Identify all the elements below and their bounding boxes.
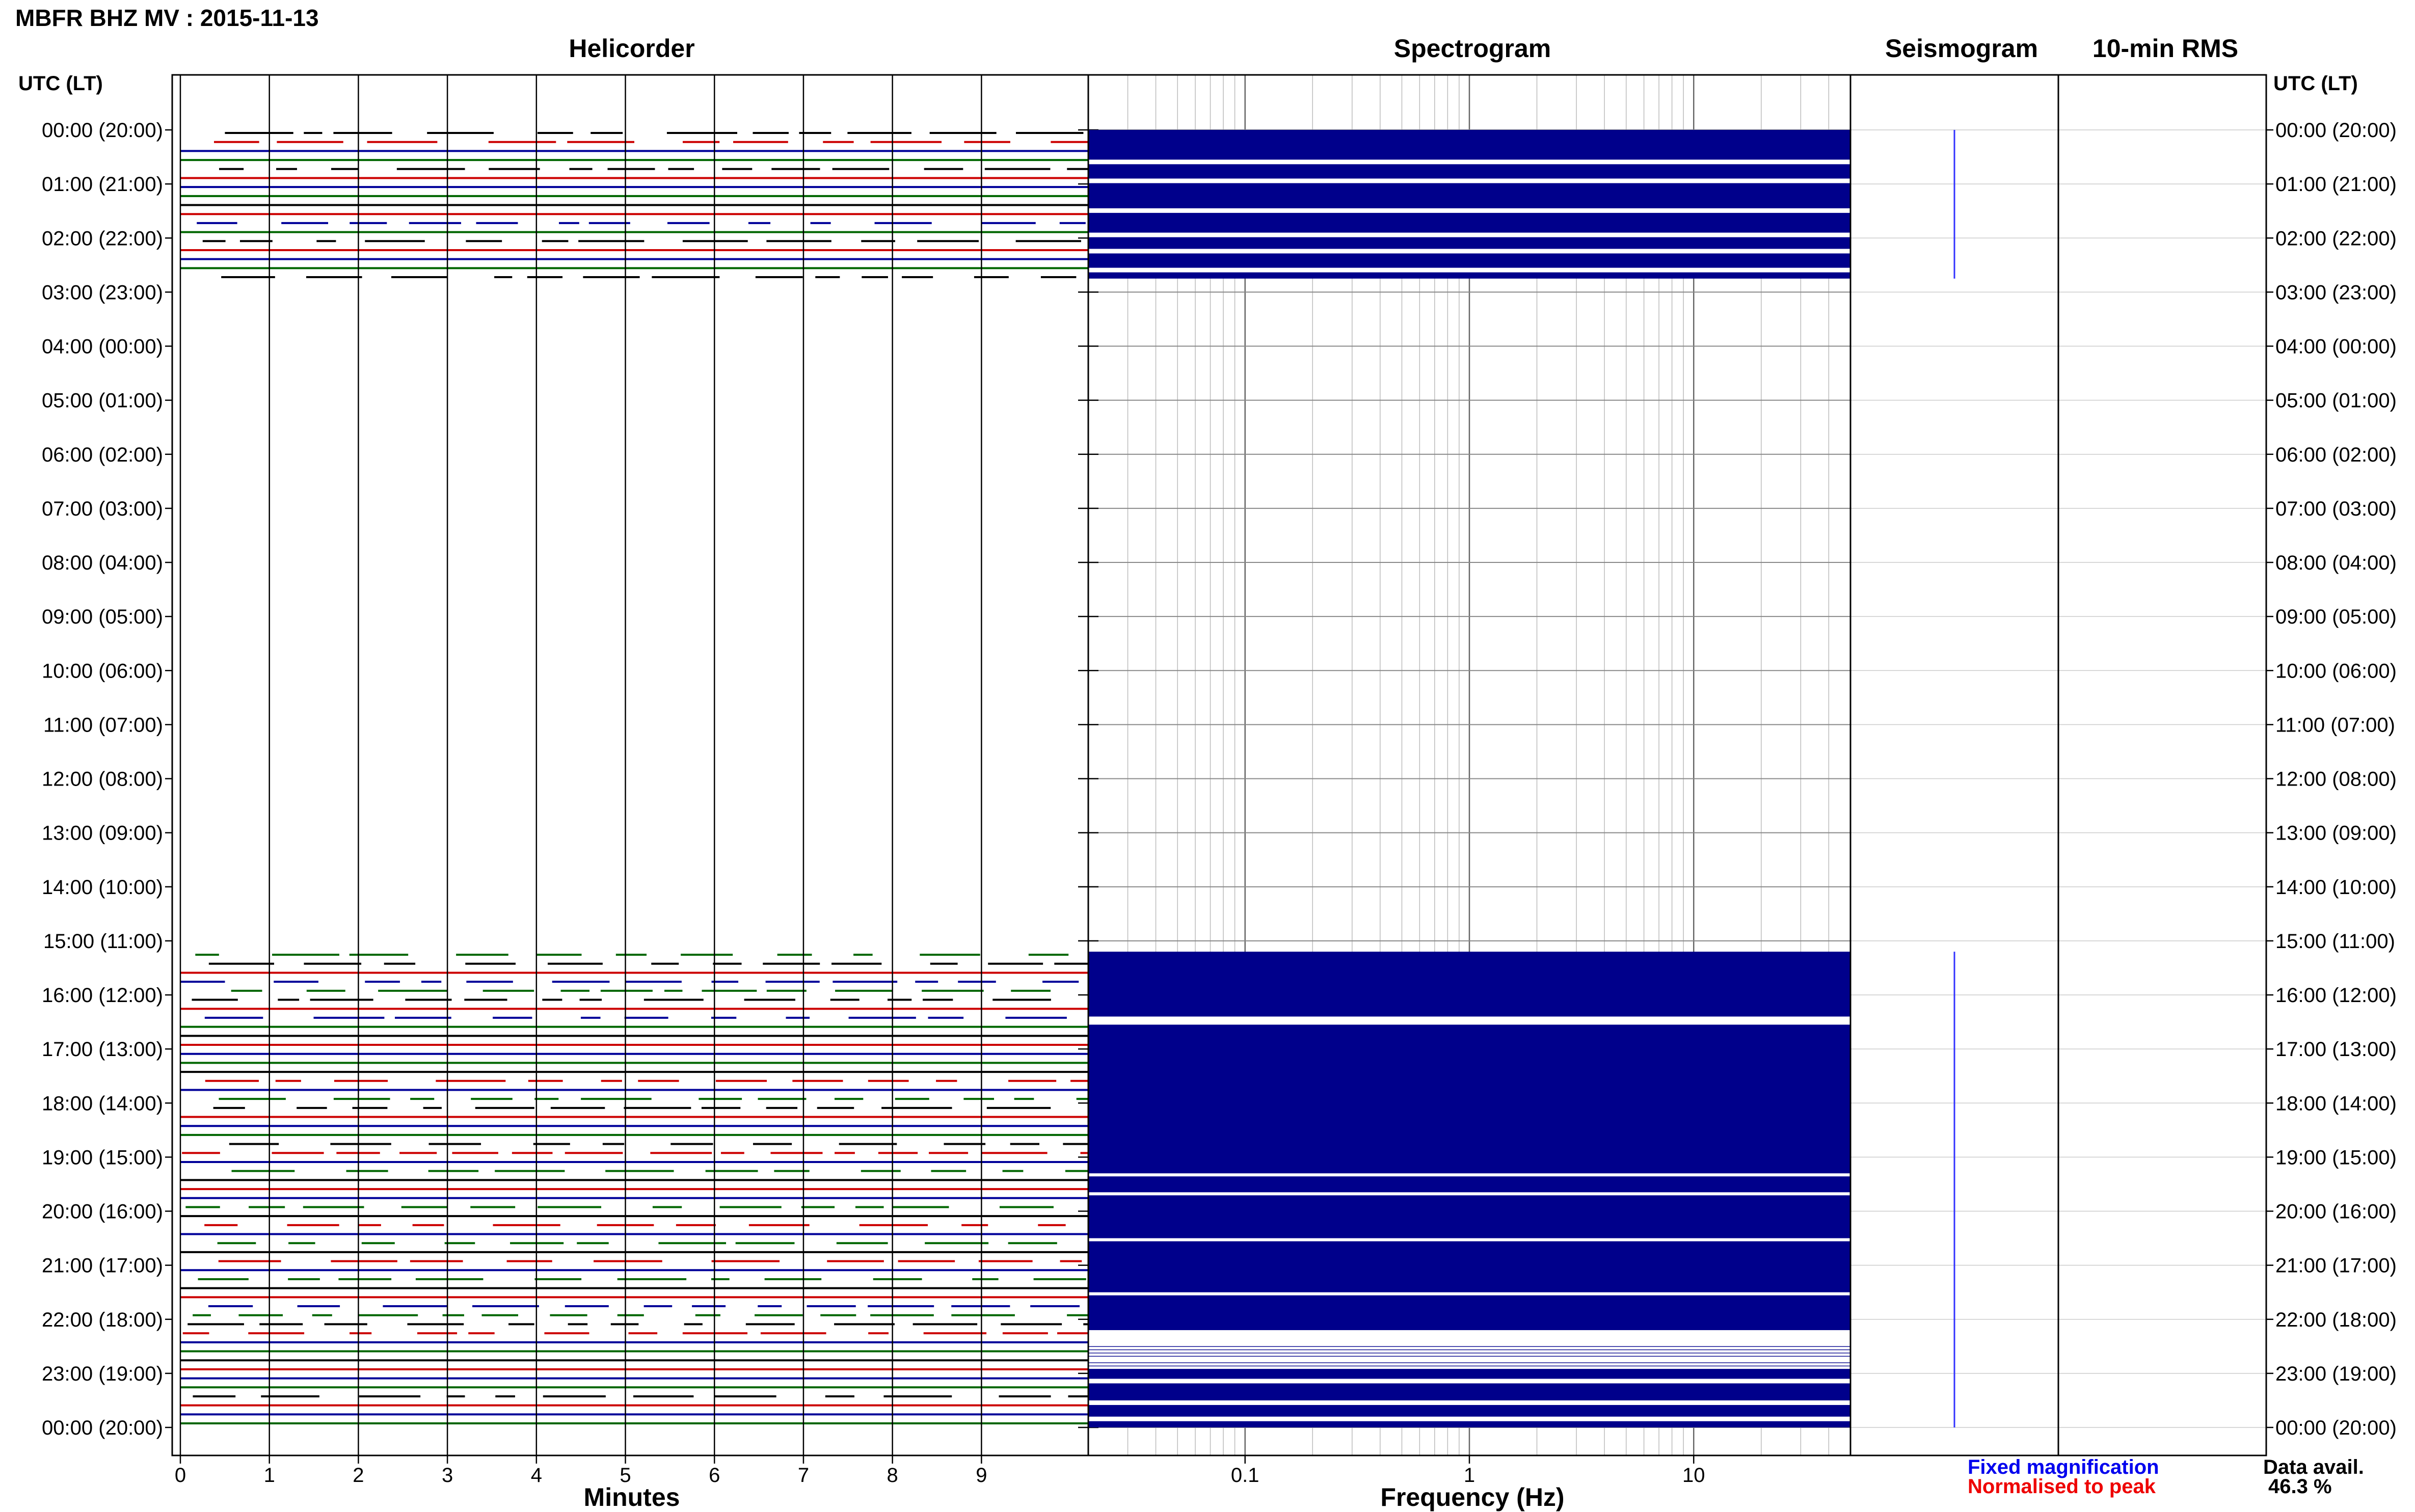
time-label-left: 00:00 (20:00) xyxy=(42,1417,163,1439)
legend-normalised-to-peak: Normalised to peak xyxy=(1968,1475,2156,1498)
time-label-left: 06:00 (02:00) xyxy=(42,443,163,466)
time-label-right: 12:00 (08:00) xyxy=(2275,768,2397,791)
frequency-tick-label: 1 xyxy=(1463,1464,1475,1487)
time-label-right: 23:00 (19:00) xyxy=(2275,1362,2397,1385)
minute-tick-label: 0 xyxy=(174,1464,186,1487)
time-label-left: 00:00 (20:00) xyxy=(42,119,163,142)
spectrogram-data-block xyxy=(1088,130,1850,279)
spectrogram-gap xyxy=(1088,1330,1850,1344)
minutes-axis-label: Minutes xyxy=(583,1483,680,1511)
time-label-left: 15:00 (11:00) xyxy=(43,930,163,953)
spectrogram-gap xyxy=(1088,159,1850,164)
frequency-axis-label: Frequency (Hz) xyxy=(1380,1483,1565,1511)
spectrogram-gap xyxy=(1088,1357,1850,1359)
spectrogram-gap xyxy=(1088,208,1850,213)
spectrogram-gap xyxy=(1088,1238,1850,1241)
time-label-right: 15:00 (11:00) xyxy=(2275,930,2395,953)
time-label-right: 11:00 (07:00) xyxy=(2275,714,2395,737)
time-label-left: 23:00 (19:00) xyxy=(42,1362,163,1385)
time-label-right: 20:00 (16:00) xyxy=(2275,1200,2397,1223)
page-title: MBFR BHZ MV : 2015-11-13 xyxy=(15,5,319,31)
time-label-right: 06:00 (02:00) xyxy=(2275,443,2397,466)
time-label-right: 03:00 (23:00) xyxy=(2275,281,2397,304)
helicorder-panel-title: Helicorder xyxy=(569,34,695,63)
spectrogram-gap xyxy=(1088,1173,1850,1176)
spectrogram-gap xyxy=(1088,1366,1850,1369)
time-label-left: 01:00 (21:00) xyxy=(42,173,163,196)
minute-tick-label: 6 xyxy=(709,1464,720,1487)
spectrogram-gap xyxy=(1088,1360,1850,1362)
spectrogram-gap xyxy=(1088,179,1850,183)
time-label-right: 09:00 (05:00) xyxy=(2275,606,2397,629)
spectrogram-gap xyxy=(1088,1354,1850,1356)
legend-fixed-magnification: Fixed magnification xyxy=(1968,1456,2159,1478)
spectrogram-gap xyxy=(1088,1344,1850,1346)
minute-tick-label: 5 xyxy=(620,1464,631,1487)
panel-border xyxy=(2058,75,2266,1455)
time-label-left: 03:00 (23:00) xyxy=(42,281,163,304)
spectrogram-gap xyxy=(1088,268,1850,273)
time-label-left: 11:00 (07:00) xyxy=(43,714,163,737)
minute-tick-label: 1 xyxy=(263,1464,275,1487)
spectrogram-gap xyxy=(1088,1016,1850,1024)
utc-left-header: UTC (LT) xyxy=(18,72,103,95)
time-label-left: 04:00 (00:00) xyxy=(42,335,163,358)
spectrogram-gap xyxy=(1088,1350,1850,1353)
time-label-left: 12:00 (08:00) xyxy=(42,768,163,791)
time-label-right: 00:00 (20:00) xyxy=(2275,1417,2397,1439)
time-label-right: 04:00 (00:00) xyxy=(2275,335,2397,358)
minute-tick-label: 8 xyxy=(887,1464,898,1487)
time-label-left: 07:00 (03:00) xyxy=(42,497,163,520)
time-label-right: 01:00 (21:00) xyxy=(2275,173,2397,196)
spectrogram-panel-title: Spectrogram xyxy=(1393,34,1551,63)
time-label-left: 21:00 (17:00) xyxy=(42,1254,163,1277)
spectrogram-gap xyxy=(1088,249,1850,253)
spectrogram-gap xyxy=(1088,1347,1850,1349)
utc-right-header: UTC (LT) xyxy=(2273,72,2358,95)
time-label-left: 17:00 (13:00) xyxy=(42,1038,163,1061)
minute-tick-label: 9 xyxy=(976,1464,987,1487)
time-label-left: 20:00 (16:00) xyxy=(42,1200,163,1223)
time-label-right: 05:00 (01:00) xyxy=(2275,389,2397,412)
time-label-right: 07:00 (03:00) xyxy=(2275,497,2397,520)
time-label-left: 10:00 (06:00) xyxy=(42,660,163,683)
spectrogram-gap xyxy=(1088,1363,1850,1366)
spectrogram-gap xyxy=(1088,1379,1850,1383)
data-availability-label: Data avail. xyxy=(2263,1456,2364,1478)
time-label-left: 13:00 (09:00) xyxy=(42,822,163,845)
spectrogram-gap xyxy=(1088,1400,1850,1405)
panel-border xyxy=(172,75,1088,1455)
seismogram-panel-title: Seismogram xyxy=(1885,34,2038,63)
time-label-right: 16:00 (12:00) xyxy=(2275,984,2397,1007)
time-label-left: 22:00 (18:00) xyxy=(42,1308,163,1331)
minute-tick-label: 7 xyxy=(797,1464,810,1487)
data-availability-value: 46.3 % xyxy=(2268,1475,2332,1498)
time-label-right: 02:00 (22:00) xyxy=(2275,227,2397,250)
time-label-right: 17:00 (13:00) xyxy=(2275,1038,2397,1061)
time-label-left: 18:00 (14:00) xyxy=(42,1092,163,1115)
minute-tick-label: 3 xyxy=(441,1464,453,1487)
time-label-left: 19:00 (15:00) xyxy=(42,1146,163,1169)
time-label-left: 14:00 (10:00) xyxy=(42,876,163,899)
rms-panel-title: 10-min RMS xyxy=(2092,34,2239,63)
time-label-right: 14:00 (10:00) xyxy=(2275,876,2397,899)
time-label-right: 10:00 (06:00) xyxy=(2275,660,2397,683)
spectrogram-gap xyxy=(1088,1192,1850,1195)
minute-tick-label: 2 xyxy=(353,1464,364,1487)
spectrogram-gap xyxy=(1088,233,1850,237)
time-label-right: 21:00 (17:00) xyxy=(2275,1254,2397,1277)
time-label-left: 05:00 (01:00) xyxy=(42,389,163,412)
time-label-right: 22:00 (18:00) xyxy=(2275,1308,2397,1331)
frequency-tick-label: 10 xyxy=(1682,1464,1705,1487)
time-label-right: 08:00 (04:00) xyxy=(2275,552,2397,574)
time-label-right: 00:00 (20:00) xyxy=(2275,119,2397,142)
spectrogram-gap xyxy=(1088,1292,1850,1295)
time-label-right: 13:00 (09:00) xyxy=(2275,822,2397,845)
time-label-left: 02:00 (22:00) xyxy=(42,227,163,250)
time-label-right: 19:00 (15:00) xyxy=(2275,1146,2397,1169)
time-label-left: 09:00 (05:00) xyxy=(42,606,163,629)
spectrogram-gap xyxy=(1088,1417,1850,1421)
time-label-left: 08:00 (04:00) xyxy=(42,552,163,574)
time-label-left: 16:00 (12:00) xyxy=(42,984,163,1007)
time-label-right: 18:00 (14:00) xyxy=(2275,1092,2397,1115)
frequency-tick-label: 0.1 xyxy=(1230,1464,1259,1487)
minute-tick-label: 4 xyxy=(530,1464,542,1487)
